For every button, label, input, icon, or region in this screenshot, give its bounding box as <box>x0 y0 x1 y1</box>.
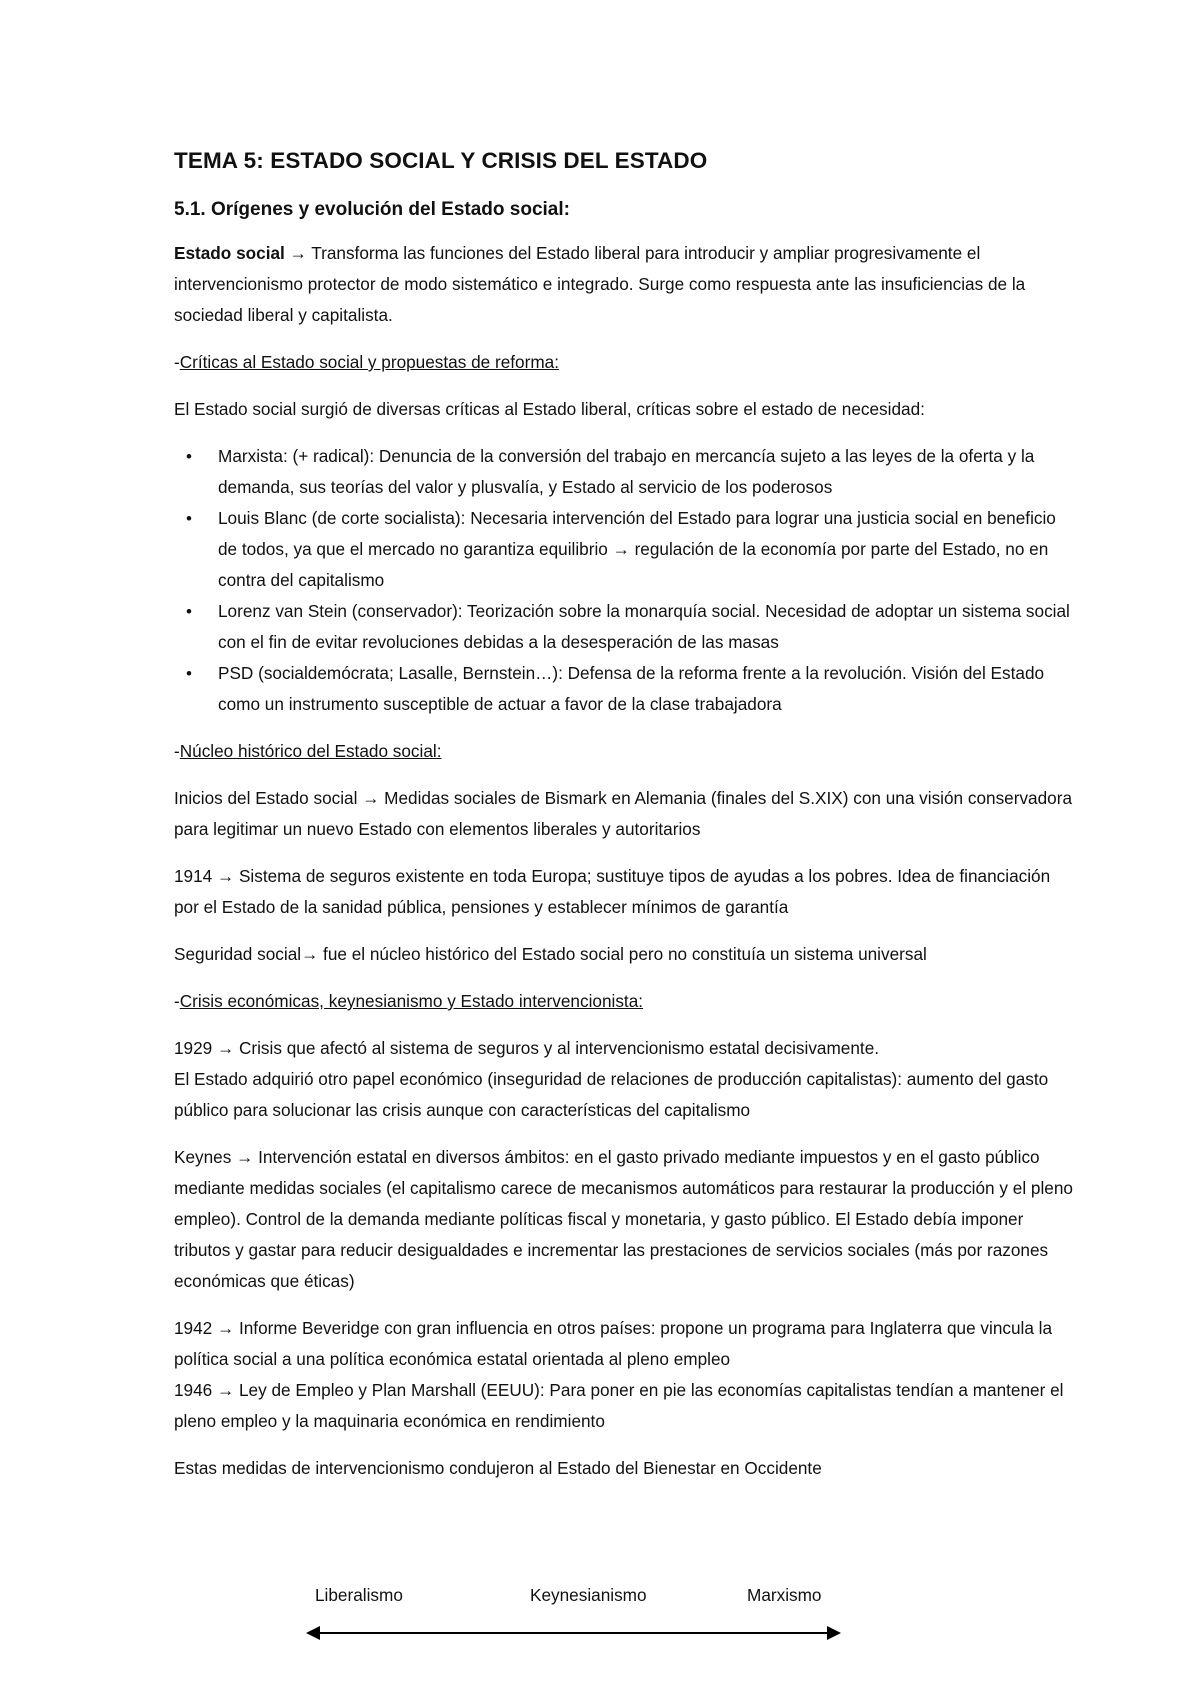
dash: - <box>174 741 180 761</box>
criticas-list <box>174 441 1074 720</box>
arrow-icon: → <box>289 243 307 263</box>
document-page <box>174 148 1074 1500</box>
paragraph: 1929 → Crisis que afectó al sistema de seguros y al intervencionismo estatal decisivamente. <box>174 1038 880 1058</box>
list-item <box>174 503 1074 596</box>
list-item-text: Marxista: (+ radical): Denuncia de la conversión del trabajo en mercancía sujeto a las leyes de la oferta y la demanda, sus teorías del valor y plusvalía, y Estado al servicio de los poderosos <box>218 446 1035 497</box>
section-subtitle: 5.1. Orígenes y evolución del Estado social: <box>174 199 570 220</box>
criticas-lead: El Estado social surgió de diversas críticas al Estado liberal, críticas sobre el estado de necesidad: <box>174 399 925 419</box>
bullet-icon: • <box>186 509 192 528</box>
paragraph: Estas medidas de intervencionismo condujeron al Estado del Bienestar en Occidente <box>174 1458 822 1478</box>
heading-text: Crisis económicas, keynesianismo y Estado intervencionista: <box>179 991 644 1011</box>
paragraph: El Estado adquirió otro papel económico (inseguridad de relaciones de producción capitalistas): aumento del gasto público para solucionar las crisis aunque con características del capitalismo <box>174 1069 1049 1120</box>
intro-lead: Estado social <box>174 243 285 263</box>
paragraph: Seguridad social→ fue el núcleo histórico del Estado social pero no constituía un sistema universal <box>174 944 927 964</box>
intro-paragraph <box>174 238 1074 331</box>
heading-text: Núcleo histórico del Estado social: <box>179 741 442 761</box>
paragraph: 1942 → Informe Beveridge con gran influencia en otros países: propone un programa para Inglaterra que vincula la política social a una política económica estatal orientada al pleno empleo <box>174 1318 1053 1369</box>
section-heading-crisis <box>174 986 1074 1017</box>
list-item <box>174 658 1074 720</box>
paragraph: 1946 → Ley de Empleo y Plan Marshall (EEUU): Para poner en pie las economías capitalistas tendían a mantener el pleno empleo y la maquinaria económica en rendimiento <box>174 1380 1064 1431</box>
list-item <box>174 596 1074 658</box>
double-arrow-icon <box>300 1621 860 1645</box>
bullet-icon: • <box>186 447 192 466</box>
bullet-icon: • <box>186 664 192 683</box>
paragraph: 1914 → Sistema de seguros existente en toda Europa; sustituye tipos de ayudas a los pobres. Idea de financiación por el Estado de la sanidad pública, pensiones y establecer mínimos de garantía <box>174 866 1051 917</box>
section-heading-criticas <box>174 347 1074 378</box>
spectrum-label-liberalismo: Liberalismo <box>315 1585 403 1605</box>
paragraph: Keynes → Intervención estatal en diversos ámbitos: en el gasto privado mediante impuestos y en el gasto público mediante medidas sociales (el capitalismo carece de mecanismos automáticos para restaurar la producción y el pleno empleo). Control de la demanda mediante políticas fiscal y monetaria, y gasto público. El Estado debía imponer tributos y gastar para reducir desigualdades e incrementar las prestaciones de servicios sociales (más por razones económicas que éticas) <box>174 1147 1073 1291</box>
intro-text: Transforma las funciones del Estado liberal para introducir y ampliar progresivamente el intervencionismo protector de modo sistemático e integrado. Surge como respuesta ante las insuficiencias de la sociedad liberal y capitalista. <box>174 243 1026 325</box>
spectrum-label-marxismo: Marxismo <box>747 1585 822 1605</box>
list-item <box>174 441 1074 503</box>
section-heading-nucleo <box>174 736 1074 767</box>
list-item-text: Lorenz van Stein (conservador): Teorización sobre la monarquía social. Necesidad de adoptar un sistema social con el fin de evitar revoluciones debidas a la desesperación de las masas <box>218 601 1070 652</box>
bullet-icon: • <box>186 602 192 621</box>
list-item-text: Louis Blanc (de corte socialista): Necesaria intervención del Estado para lograr una justicia social en beneficio de todos, ya que el mercado no garantiza equilibrio → regulación de la economía por parte del Estado, no en contra del capitalismo <box>218 508 1056 590</box>
spectrum-label-keynesianismo: Keynesianismo <box>530 1585 647 1605</box>
page-title: TEMA 5: ESTADO SOCIAL Y CRISIS DEL ESTADO <box>174 148 708 173</box>
dash: - <box>174 991 180 1011</box>
heading-text: Críticas al Estado social y propuestas de reforma: <box>179 352 559 372</box>
dash: - <box>174 352 180 372</box>
list-item-text: PSD (socialdemócrata; Lasalle, Bernstein…): Defensa de la reforma frente a la revolución. Visión del Estado como un instrumento susceptible de actuar a favor de la clase trabajadora <box>218 663 1045 714</box>
ideology-spectrum-diagram <box>300 1585 860 1655</box>
paragraph: Inicios del Estado social → Medidas sociales de Bismark en Alemania (finales del S.XIX) con una visión conservadora para legitimar un nuevo Estado con elementos liberales y autoritarios <box>174 788 1073 839</box>
